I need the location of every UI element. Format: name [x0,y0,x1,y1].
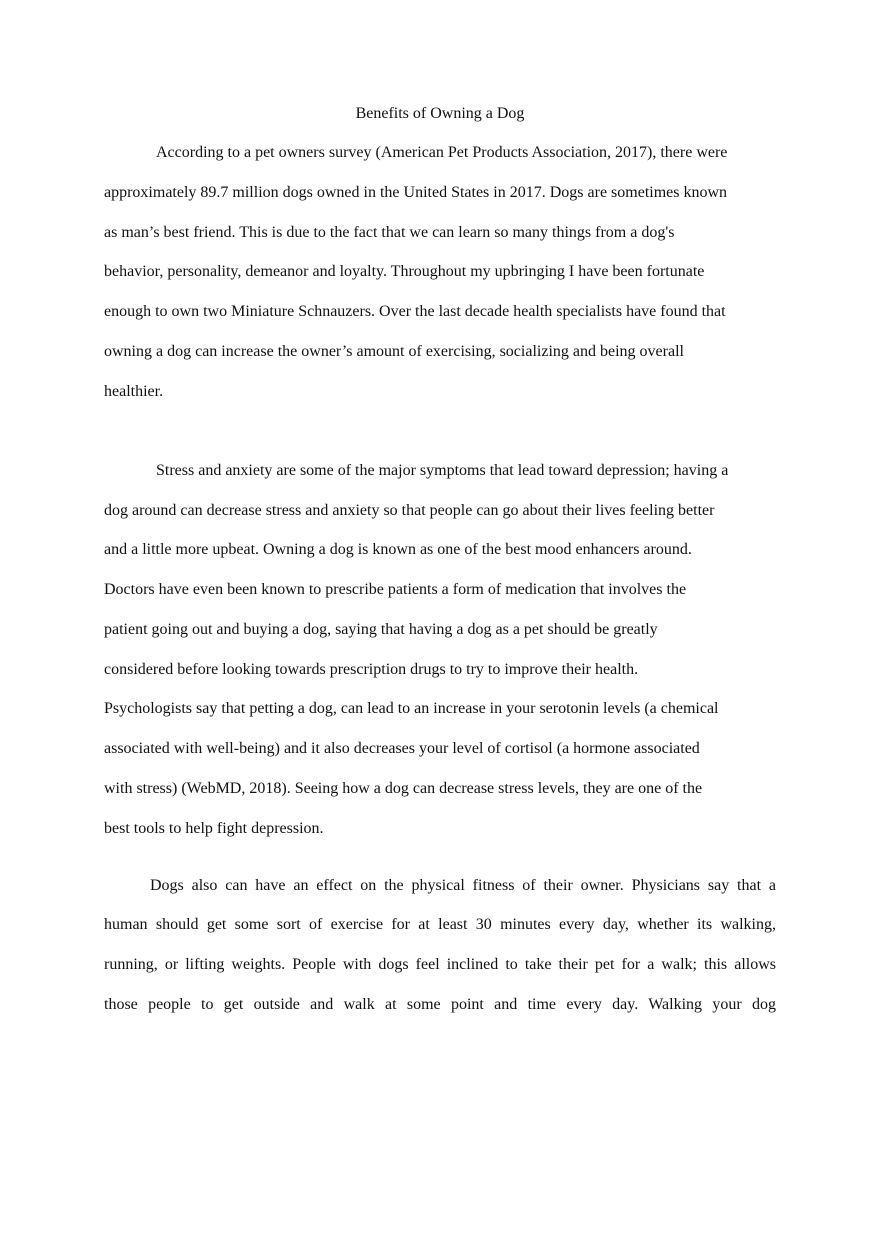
paragraph-line: human should get some sort of exercise for at least 30 minutes every day, whether its walking, [104,916,776,933]
paragraph-line: running, or lifting weights. People with dogs feel inclined to take their pet for a walk; this allows [104,956,776,973]
paragraph-line: Stress and anxiety are some of the major symptoms that lead toward depression; having a [156,462,729,479]
paragraph-line: as man’s best friend. This is due to the fact that we can learn so many things from a dog's [104,224,675,241]
paragraph-line: owning a dog can increase the owner’s amount of exercising, socializing and being overall [104,343,684,360]
paragraph-line: approximately 89.7 million dogs owned in the United States in 2017. Dogs are sometimes known [104,184,728,201]
paragraph-line: those people to get outside and walk at some point and time every day. Walking your dog [104,996,776,1013]
paragraph-line: Dogs also can have an effect on the physical fitness of their owner. Physicians say that a [150,877,776,894]
paragraph-line: Psychologists say that petting a dog, can lead to an increase in your serotonin levels (a chemical [104,700,719,717]
paragraph-line: behavior, personality, demeanor and loyalty. Throughout my upbringing I have been fortunate [104,263,705,280]
paragraph-line: patient going out and buying a dog, saying that having a dog as a pet should be greatly [104,621,658,638]
paragraph-line: with stress) (WebMD, 2018). Seeing how a dog can decrease stress levels, they are one of the [104,780,703,797]
paragraph-line: enough to own two Miniature Schnauzers. Over the last decade health specialists have found that [104,303,726,320]
paragraph-line: According to a pet owners survey (American Pet Products Association, 2017), there were [156,144,728,161]
paragraph-line: associated with well-being) and it also decreases your level of cortisol (a hormone associated [104,740,700,757]
paragraph-line: Doctors have even been known to prescribe patients a form of medication that involves the [104,581,687,598]
paragraph-line: dog around can decrease stress and anxiety so that people can go about their lives feeling better [104,502,715,519]
document-title: Benefits of Owning a Dog [355,105,525,122]
paragraph-line: and a little more upbeat. Owning a dog is known as one of the best mood enhancers around. [104,541,692,558]
paragraph-line: considered before looking towards prescription drugs to try to improve their health. [104,661,639,678]
paragraph-line: best tools to help fight depression. [104,820,324,837]
paragraph-line: healthier. [104,383,164,400]
